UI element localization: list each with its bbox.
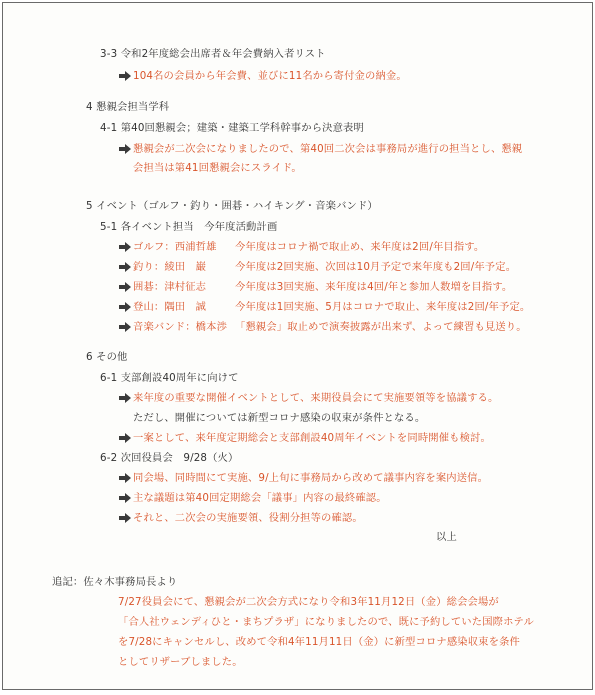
section-6-2-bullet-3: それと、二次会の実施要領、役割分担等の確認。 [133, 512, 363, 524]
right-arrow-icon [119, 241, 131, 253]
section-6-1-bullet-line2: ただし、開催については新型コロナ感染の収束が条件となる。 [133, 412, 426, 424]
section-4-1-bullet-line1: 懇親会が二次会になりましたので、第40回二次会は事務局が進行の担当とし、懇親 [133, 143, 523, 155]
section-6-2-heading: 6-2 次回役員会 9/28（火） [100, 452, 239, 464]
event-golf-text: 今年度はコロナ禍で取止め、来年度は2回/年目指す。 [235, 241, 485, 253]
postscript-line4: としてリザーブしました。 [118, 656, 243, 668]
section-3-3-heading: 3-3 令和2年度総会出席者＆年会費納入者リスト [100, 48, 326, 60]
section-5-1-heading: 5-1 各イベント担当 今年度活動計画 [100, 221, 278, 233]
right-arrow-icon [119, 392, 131, 404]
right-arrow-icon [119, 472, 131, 484]
postscript-line2: 「合人社ウェンディひと・まちプラザ」になりましたので、既に予約していた国際ホテル [118, 616, 534, 628]
section-6-2-bullet-2: 主な議題は第40回定期総会「議事」内容の最終確認。 [133, 492, 387, 504]
document-page [2, 2, 593, 690]
right-arrow-icon [119, 281, 131, 293]
section-6-heading: 6 その他 [86, 351, 128, 363]
event-hiking-label: 登山：隅田 誠 [133, 301, 207, 313]
event-fishing-label: 釣り：綾田 巌 [133, 261, 207, 273]
section-4-1-bullet-line2: 会担当は第41回懇親会にスライド。 [133, 162, 302, 174]
right-arrow-icon [119, 301, 131, 313]
section-6-2-bullet-1: 同会場、同時間にて実施、9/上旬に事務局から改めて議事内容を案内送信。 [133, 472, 489, 484]
section-4-heading: 4 懇親会担当学科 [86, 101, 170, 113]
right-arrow-icon [119, 512, 131, 524]
event-go-label: 囲碁：津村征志 [133, 281, 207, 293]
event-fishing-text: 今年度は2回実施、次回は10月予定で来年度も2回/年予定。 [235, 261, 517, 273]
section-6-1-bullet-line1: 来年度の重要な開催イベントとして、来期役員会にて実施要領等を協議する。 [133, 392, 499, 404]
closing-mark: 以上 [436, 531, 457, 543]
section-6-1-bullet-2: 一案として、来年度定期総会と支部創設40周年イベントを同時開催も検討。 [133, 432, 491, 444]
event-golf-label: ゴルフ：西浦哲雄 [133, 241, 217, 253]
right-arrow-icon [119, 70, 131, 82]
event-band-text: 「懇親会」取止めで演奏披露が出来ず、よって練習も見送り。 [235, 321, 527, 333]
postscript-line3: を7/28にキャンセルし、改めて令和4年11月11日（金）に新型コロナ感染収束を条件 [118, 636, 520, 648]
right-arrow-icon [119, 143, 131, 155]
right-arrow-icon [119, 432, 131, 444]
right-arrow-icon [119, 321, 131, 333]
section-3-3-bullet: 104名の会員から年会費、並びに11名から寄付金の納金。 [133, 70, 407, 82]
right-arrow-icon [119, 261, 131, 273]
event-hiking-text: 今年度は1回実施、5月はコロナで取止、来年度は2回/年予定。 [235, 301, 531, 313]
event-go-text: 今年度は3回実施、来年度は4回/年と参加人数増を目指す。 [235, 281, 513, 293]
event-band-label: 音楽バンド：橋本渉 [133, 321, 228, 333]
section-6-1-heading: 6-1 支部創設40周年に向けて [100, 372, 239, 384]
postscript-line1: 7/27役員会にて、懇親会が二次会方式になり令和3年11月12日（金）総会会場が [118, 596, 499, 608]
right-arrow-icon [119, 492, 131, 504]
section-5-heading: 5 イベント（ゴルフ・釣り・囲碁・ハイキング・音楽バンド） [86, 200, 378, 212]
section-4-1-heading: 4-1 第40回懇親会；建築・建築工学科幹事から決意表明 [100, 122, 364, 134]
postscript-heading: 追記：佐々木事務局長より [52, 576, 178, 588]
